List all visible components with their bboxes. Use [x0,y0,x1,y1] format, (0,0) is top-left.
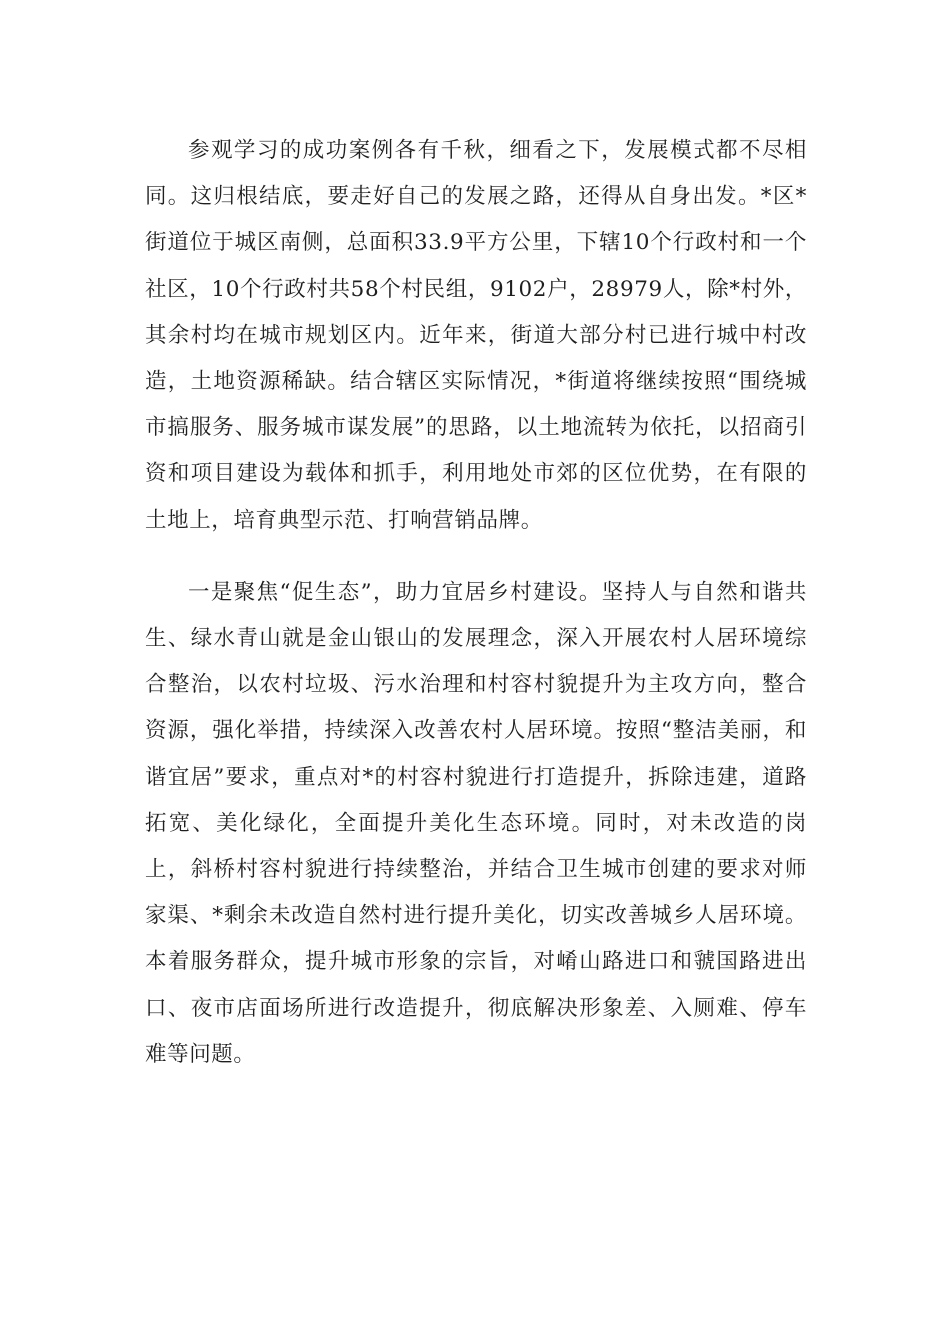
paragraph-ecology: 一是聚焦“促生态”，助力宜居乡村建设。坚持人与自然和谐共生、绿水青山就是金山银山的发展理念，深入开展农村人居环境综合整治，以农村垃圾、污水治理和村容村貌提升为主攻方向，整合资源，强化举措，持续深入改善农村人居环境。按照“整洁美丽，和谐宜居”要求，重点对*的村容村貌进行打造提升，拆除违建，道路拓宽、美化绿化，全面提升美化生态环境。同时，对未改造的岗上，斜桥村容村貌进行持续整治，并结合卫生城市创建的要求对师家渠、*剩余未改造自然村进行提升美化，切实改善城乡人居环境。本着服务群众，提升城市形象的宗旨，对崤山路进口和虢国路进出口、夜市店面场所进行改造提升，彻底解决形象差、入厕难、停车难等问题。 [145,579,807,1067]
document-body [145,128,807,1078]
paragraph-overview: 参观学习的成功案例各有千秋，细看之下，发展模式都不尽相同。这归根结底，要走好自己的发展之路，还得从自身出发。*区*街道位于城区南侧，总面积33.9平方公里，下辖10个行政村和一个社区，10个行政村共58个村民组，9102户，28979人，除*村外，其余村均在城市规划区内。近年来，街道大部分村已进行城中村改造，土地资源稀缺。结合辖区实际情况，*街道将继续按照“围绕城市搞服务、服务城市谋发展”的思路，以土地流转为依托，以招商引资和项目建设为载体和抓手，利用地处市郊的区位优势，在有限的土地上，培育典型示范、打响营销品牌。 [145,138,807,533]
